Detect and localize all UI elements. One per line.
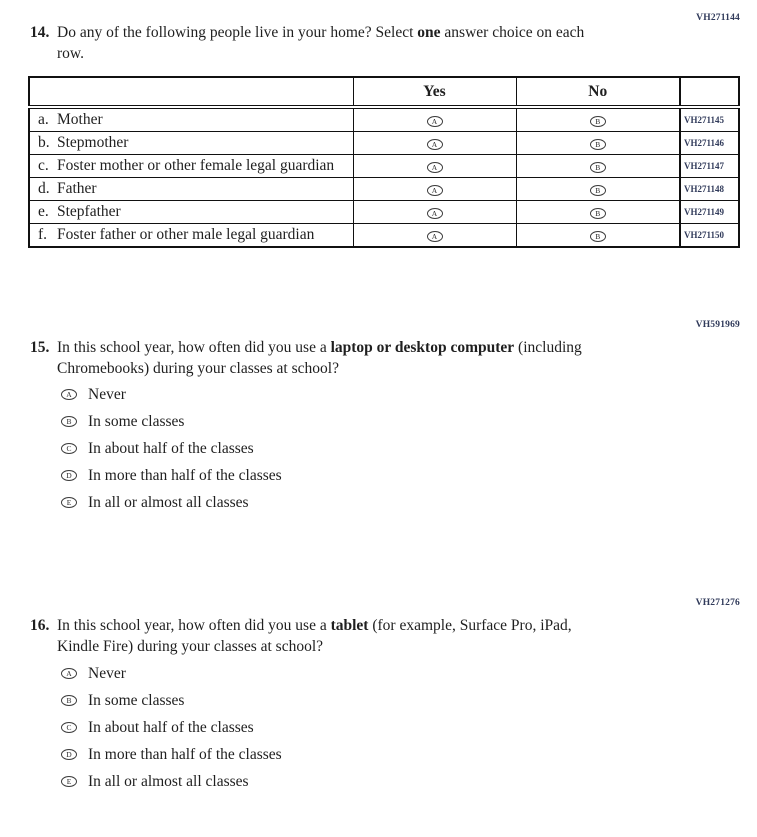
yes-bubble[interactable]: A — [427, 162, 443, 173]
q15-text-bold: laptop or desktop computer — [330, 339, 515, 356]
row-accession-number: VH271147 — [680, 155, 739, 178]
table-row-stepmother — [29, 132, 739, 155]
row-accession-number: VH271149 — [680, 201, 739, 224]
code-column-header — [680, 77, 739, 107]
no-column-header: No — [516, 77, 680, 107]
option-bubble[interactable]: D — [61, 749, 77, 760]
q15-number: 15. — [30, 339, 50, 356]
q16-text-pre: In this school year, how often did you use a — [57, 617, 331, 634]
question-14 — [30, 22, 670, 64]
row-accession-number: VH271150 — [680, 224, 739, 248]
row-letter: b. — [38, 134, 50, 151]
option-label: In all or almost all classes — [88, 772, 249, 790]
q16-text-post: (for example, Surface Pro, iPad, — [368, 617, 572, 634]
q15-text-pre: In this school year, how often did you use a — [57, 339, 331, 356]
yes-bubble[interactable]: A — [427, 185, 443, 196]
q16-options — [61, 660, 282, 795]
option-label: In some classes — [88, 412, 185, 430]
table-row-stepfather — [29, 201, 739, 224]
option-bubble[interactable]: B — [61, 416, 77, 427]
q14-text-pre: Do any of the following people live in your home? Select — [57, 24, 418, 41]
option-label: In more than half of the classes — [88, 745, 282, 763]
row-letter: a. — [38, 111, 49, 128]
option-label: In about half of the classes — [88, 439, 254, 457]
q14-accession-number: VH271144 — [696, 13, 740, 23]
table-row-foster-mother — [29, 155, 739, 178]
q14-text-post: answer choice on each — [440, 24, 585, 41]
table-row-mother — [29, 107, 739, 132]
yes-column-header: Yes — [353, 77, 516, 107]
question-15 — [30, 337, 690, 379]
q15-option-never[interactable] — [61, 381, 282, 408]
row-letter: c. — [38, 157, 49, 174]
option-bubble[interactable]: B — [61, 695, 77, 706]
no-bubble[interactable]: B — [590, 162, 606, 173]
row-letter: f. — [38, 226, 48, 243]
row-label: Stepmother — [57, 134, 129, 151]
q15-option-all-classes[interactable] — [61, 489, 282, 516]
table-row-foster-father — [29, 224, 739, 248]
no-bubble[interactable]: B — [590, 116, 606, 127]
question-16 — [30, 615, 690, 657]
q16-option-more-than-half[interactable] — [61, 741, 282, 768]
row-accession-number: VH271146 — [680, 132, 739, 155]
q16-text-line2: Kindle Fire) during your classes at school? — [57, 638, 324, 655]
row-label: Stepfather — [57, 203, 121, 220]
yes-bubble[interactable]: A — [427, 139, 443, 150]
q14-text — [57, 22, 584, 64]
yes-bubble[interactable]: A — [427, 116, 443, 127]
table-row-father — [29, 178, 739, 201]
row-label: Father — [57, 180, 97, 197]
option-bubble[interactable]: E — [61, 776, 77, 787]
no-bubble[interactable]: B — [590, 185, 606, 196]
q15-accession-number: VH591969 — [695, 320, 740, 330]
row-letter: d. — [38, 180, 50, 197]
q15-text-line2: Chromebooks) during your classes at school? — [57, 360, 339, 377]
row-label: Foster mother or other female legal guardian — [57, 157, 335, 174]
q15-options — [61, 381, 282, 516]
row-label: Mother — [57, 111, 103, 128]
table-header-row — [29, 77, 739, 107]
q14-number: 14. — [30, 24, 50, 41]
no-bubble[interactable]: B — [590, 208, 606, 219]
option-bubble[interactable]: D — [61, 470, 77, 481]
yes-bubble[interactable]: A — [427, 231, 443, 242]
q14-text-line2: row. — [57, 45, 84, 62]
q16-option-all-classes[interactable] — [61, 768, 282, 795]
option-label: In some classes — [88, 691, 185, 709]
q14-text-bold: one — [417, 24, 441, 41]
row-label: Foster father or other male legal guardian — [57, 226, 315, 243]
option-bubble[interactable]: C — [61, 722, 77, 733]
q15-text-post: (including — [514, 339, 582, 356]
q15-text — [57, 337, 582, 379]
option-label: In about half of the classes — [88, 718, 254, 736]
q15-option-some-classes[interactable] — [61, 408, 282, 435]
q15-option-more-than-half[interactable] — [61, 462, 282, 489]
yes-bubble[interactable]: A — [427, 208, 443, 219]
q16-option-about-half[interactable] — [61, 714, 282, 741]
option-label: In more than half of the classes — [88, 466, 282, 484]
row-accession-number: VH271148 — [680, 178, 739, 201]
q16-text — [57, 615, 572, 657]
q16-option-some-classes[interactable] — [61, 687, 282, 714]
option-label: Never — [88, 385, 126, 403]
row-label-column-header — [29, 77, 353, 107]
q16-option-never[interactable] — [61, 660, 282, 687]
option-bubble[interactable]: A — [61, 389, 77, 400]
option-bubble[interactable]: A — [61, 668, 77, 679]
row-letter: e. — [38, 203, 49, 220]
q15-option-about-half[interactable] — [61, 435, 282, 462]
option-label: In all or almost all classes — [88, 493, 249, 511]
option-bubble[interactable]: C — [61, 443, 77, 454]
q16-number: 16. — [30, 617, 50, 634]
no-bubble[interactable]: B — [590, 139, 606, 150]
option-bubble[interactable]: E — [61, 497, 77, 508]
option-label: Never — [88, 664, 126, 682]
household-table — [28, 76, 740, 248]
q16-accession-number: VH271276 — [695, 598, 740, 608]
no-bubble[interactable]: B — [590, 231, 606, 242]
q16-text-bold: tablet — [330, 617, 369, 634]
row-accession-number: VH271145 — [680, 107, 739, 132]
